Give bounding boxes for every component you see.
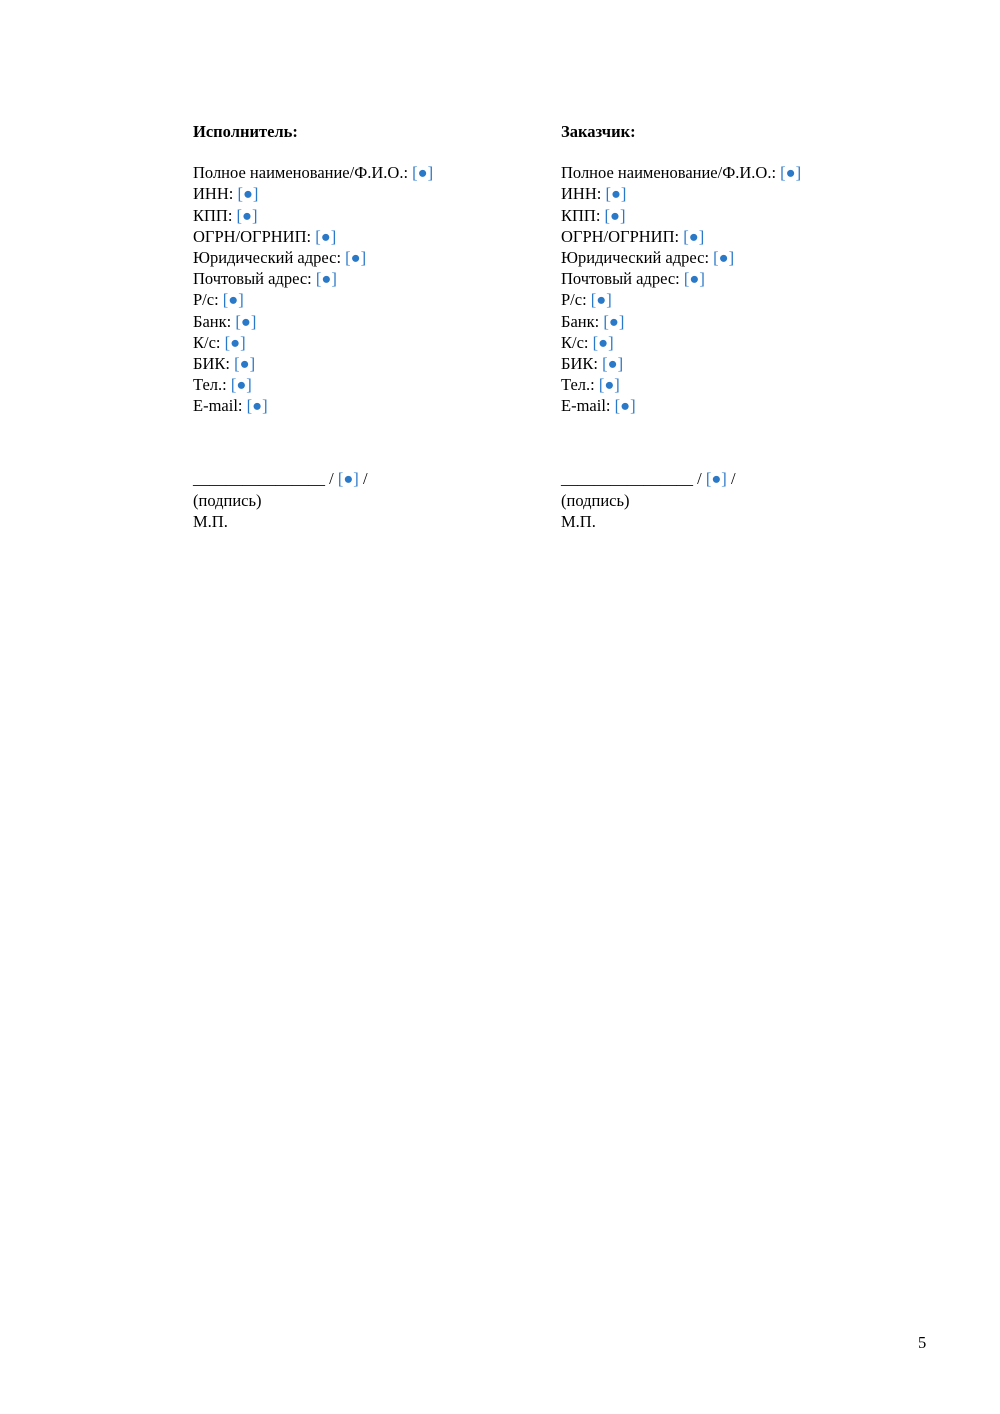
- placeholder-marker: [●]: [246, 396, 268, 416]
- customer-field-postal-address: Почтовый адрес: [●]: [561, 269, 705, 289]
- executor-column: [193, 121, 533, 532]
- executor-field-corr-account: К/с: [●]: [193, 332, 246, 352]
- customer-signature-caption: (подпись): [561, 490, 630, 510]
- customer-heading: Заказчик:: [561, 122, 636, 141]
- customer-field-bik: БИК: [●]: [561, 353, 624, 373]
- customer-field-email: E-mail: [●]: [561, 396, 636, 416]
- placeholder-marker: [●]: [235, 311, 257, 331]
- placeholder-marker: [●]: [602, 353, 624, 373]
- executor-signature-line: ________________ / [●] /: [193, 469, 368, 489]
- placeholder-marker: [●]: [345, 247, 367, 267]
- placeholder-marker: [●]: [598, 375, 620, 395]
- placeholder-marker: [●]: [683, 269, 705, 289]
- executor-field-phone: Тел.: [●]: [193, 375, 252, 395]
- customer-field-legal-address: Юридический адрес: [●]: [561, 247, 735, 267]
- customer-field-name: Полное наименование/Ф.И.О.: [●]: [561, 163, 802, 183]
- executor-signature-caption: (подпись): [193, 490, 262, 510]
- customer-stamp: М.П.: [561, 511, 596, 531]
- executor-field-name: Полное наименование/Ф.И.О.: [●]: [193, 163, 434, 183]
- executor-field-bank: Банк: [●]: [193, 311, 257, 331]
- customer-field-kpp: КПП: [●]: [561, 205, 626, 225]
- placeholder-marker: [●]: [713, 247, 735, 267]
- page-number: 5: [918, 1333, 927, 1352]
- placeholder-marker: [●]: [222, 290, 244, 310]
- customer-field-inn: ИНН: [●]: [561, 184, 627, 204]
- executor-field-account: Р/с: [●]: [193, 290, 244, 310]
- placeholder-marker: [●]: [605, 184, 627, 204]
- executor-field-kpp: КПП: [●]: [193, 205, 258, 225]
- placeholder-marker: [●]: [315, 269, 337, 289]
- executor-field-ogrn: ОГРН/ОГРНИП: [●]: [193, 226, 337, 246]
- placeholder-marker: [●]: [230, 375, 252, 395]
- customer-signature-line: ________________ / [●] /: [561, 469, 736, 489]
- placeholder-marker: [●]: [412, 163, 434, 183]
- executor-stamp: М.П.: [193, 511, 228, 531]
- placeholder-marker: [●]: [705, 469, 727, 489]
- executor-field-inn: ИНН: [●]: [193, 184, 259, 204]
- placeholder-marker: [●]: [224, 332, 246, 352]
- executor-field-email: E-mail: [●]: [193, 396, 268, 416]
- customer-field-corr-account: К/с: [●]: [561, 332, 614, 352]
- placeholder-marker: [●]: [780, 163, 802, 183]
- executor-field-bik: БИК: [●]: [193, 353, 256, 373]
- customer-field-account: Р/с: [●]: [561, 290, 612, 310]
- customer-column: [561, 121, 901, 532]
- placeholder-marker: [●]: [337, 469, 359, 489]
- executor-heading: Исполнитель:: [193, 122, 298, 141]
- placeholder-marker: [●]: [614, 396, 636, 416]
- executor-fields: [193, 162, 533, 416]
- executor-field-postal-address: Почтовый адрес: [●]: [193, 269, 337, 289]
- placeholder-marker: [●]: [683, 226, 705, 246]
- placeholder-marker: [●]: [603, 311, 625, 331]
- executor-field-legal-address: Юридический адрес: [●]: [193, 247, 367, 267]
- placeholder-marker: [●]: [604, 205, 626, 225]
- customer-field-bank: Банк: [●]: [561, 311, 625, 331]
- placeholder-marker: [●]: [237, 184, 259, 204]
- placeholder-marker: [●]: [592, 332, 614, 352]
- placeholder-marker: [●]: [590, 290, 612, 310]
- customer-fields: [561, 162, 901, 416]
- customer-field-phone: Тел.: [●]: [561, 375, 620, 395]
- placeholder-marker: [●]: [236, 205, 258, 225]
- customer-field-ogrn: ОГРН/ОГРНИП: [●]: [561, 226, 705, 246]
- placeholder-marker: [●]: [234, 353, 256, 373]
- placeholder-marker: [●]: [315, 226, 337, 246]
